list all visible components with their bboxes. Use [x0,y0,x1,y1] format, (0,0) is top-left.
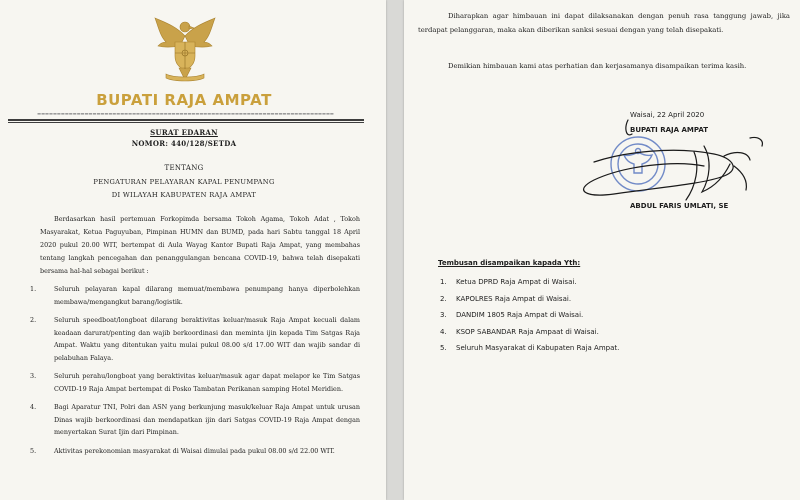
document-subject-line-2: DI WILAYAH KABUPATEN RAJA AMPAT [111,191,257,199]
list-item-number: 2. [440,294,447,303]
signature-title: BUPATI RAJA AMPAT [630,126,708,134]
document-number: NOMOR: 440/128/SETDA [131,139,237,148]
list-item-number: 3. [30,372,37,380]
letter-page-left [0,0,386,500]
list-item-text: KAPOLRES Raja Ampat di Waisai. [456,294,572,303]
list-item [30,283,360,308]
list-item-text: Ketua DPRD Raja Ampat di Waisai. [456,278,577,286]
letterhead-title: BUPATI RAJA AMPAT [96,91,272,109]
document-tentang: TENTANG [164,164,204,172]
list-item [30,314,360,364]
list-item [440,278,619,295]
list-item-number: 4. [30,403,37,411]
signature-name: ABDUL FARIS UMLATI, SE [630,202,729,210]
handwritten-signature-icon [554,116,774,208]
list-item-text: Seluruh speedboat/longboat dilarang beraktivitas keluar/masuk Raja Ampat kecuali dalam keadaan darurat/penting dan wajib berkoordinasi dan meminta ijin kepada Tim Satgas Raja Ampat. Waktu yang ditentukan yaitu mulai pukul 08.00 s/d 17.00 WIT dan wajib sandar di pelabuhan Falaya. [54,316,360,362]
list-item [440,344,619,361]
list-item-number: 5. [30,446,37,455]
list-item [30,370,360,395]
list-item-number: 1. [440,278,447,286]
list-item [30,401,360,439]
list-item [440,295,619,312]
list-item-text: DANDIM 1805 Raja Ampat di Waisai. [456,311,584,319]
list-item-number: 3. [440,311,447,319]
letterhead-rule-thin [8,122,364,123]
list-item-number: 5. [440,344,447,352]
closing-paragraph-1: Diharapkan agar himbauan ini dapat dilaksanakan dengan penuh rasa tanggung jawab, jika terdapat pelanggaran, maka akan diberikan sanksi sesuai dengan yang telah disepakati. [418,12,790,34]
list-item-text: Seluruh Masyarakat di Kabupaten Raja Ampat. [456,344,620,352]
closing-paragraph-2: Demikian himbauan kami atas perhatian dan kerjasamanya disampaikan terima kasih. [448,62,747,70]
intro-paragraph: Berdasarkan hasil pertemuan Forkopimda bersama Tokoh Agama, Tokoh Adat , Tokoh Masyarakat, Ketua Paguyuban, Pimpinan HUMN dan BUMD, pada hari Sabtu tanggal 18 April 2020 pukul 20.00 WIT, bertempat di Aula Wayag Kantor Bupati Raja Ampat, yang membahas tentang langkah pencegahan dan penanggulangan bencana COVID-19, bahwa telah disepakati bersama hal-hal sebagai berikut : [40,215,360,275]
list-item-number: 2. [30,316,37,324]
garuda-emblem-icon [152,14,218,84]
cc-list [440,278,619,361]
letter-page-right [404,0,800,500]
letterhead-rule [8,119,364,121]
list-item-number: 4. [440,327,447,336]
list-item [30,445,360,458]
decision-list [30,283,360,463]
document-type: SURAT EDARAN [150,128,218,137]
list-item-text: Seluruh pelayaran kapal dilarang memuat/membawa penumpang hanya diperbolehkan membawa/mengangkut barang/logistik. [54,285,360,306]
cc-heading: Tembusan disampaikan kapada Yth: [438,259,581,267]
list-item-text: Seluruh perahu/longboat yang beraktivitas keluar/masuk agar dapat melapor ke Tim Satgas COVID-19 Raja Ampat bertempat di Posko Tambatan Perikanan samping Hotel Meridien. [54,372,360,393]
signature-place-date: Waisai, 22 April 2020 [630,111,705,119]
document-subject-line-1: PENGATURAN PELAYARAN KAPAL PENUMPANG [93,178,275,186]
list-item-text: KSOP SABANDAR Raja Ampaat di Waisai. [456,327,599,336]
list-item-number: 1. [30,285,37,293]
list-item [440,311,619,328]
list-item-text: Bagi Aparatur TNI, Polri dan ASN yang berkunjung masuk/keluar Raja Ampat untuk urusan Dinas wajib berkoordinasi dan mendapatkan ijin dari Satgas COVID-19 Raja Ampat dengan menyertakan Surat Ijin dari Pimpinan. [54,403,360,436]
list-item [440,328,619,345]
list-item-text: Aktivitas perekonomian masyarakat di Waisai dimulai pada pukul 08.00 s/d 22.00 WIT. [54,446,335,455]
letterhead-address: ▬▬▬▬▬▬▬▬▬▬▬▬▬▬▬▬▬▬▬▬▬▬▬▬▬▬▬▬▬▬▬▬▬▬▬▬▬▬▬▬▬▬▬▬▬▬▬▬▬▬▬▬▬▬▬▬▬▬▬▬▬▬▬▬▬▬▬▬▬▬▬▬▬▬▬ [37,111,334,116]
